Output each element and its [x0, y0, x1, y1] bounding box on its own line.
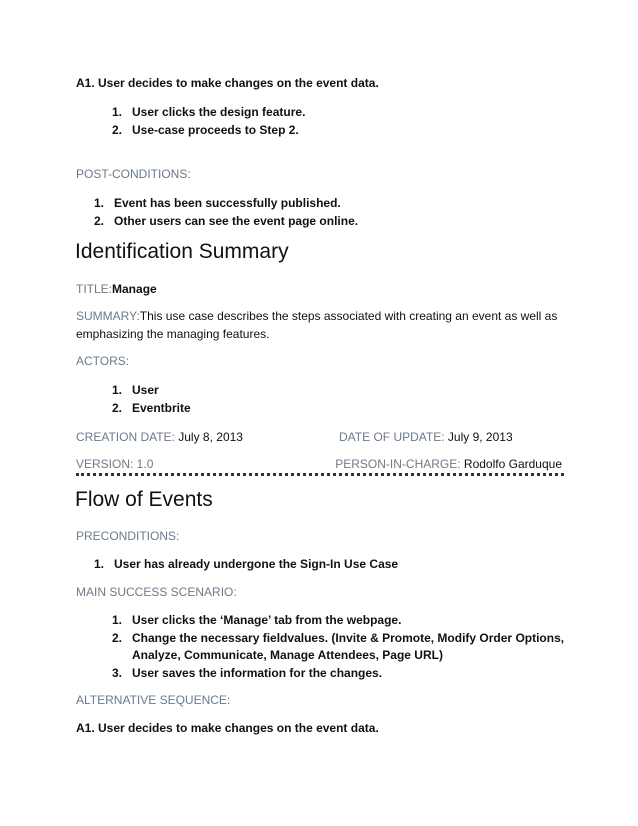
summary-line-1 [76, 309, 557, 323]
list-text: Eventbrite [132, 401, 191, 415]
list-item [112, 401, 191, 415]
list-number: 2. [94, 214, 105, 228]
list-text: User has already undergone the Sign-In Use Case [114, 557, 399, 571]
list-item-continuation: Analyze, Communicate, Manage Attendees, Page URL) [132, 648, 443, 662]
list-number: 1. [94, 557, 105, 571]
title-label: TITLE: [76, 282, 113, 296]
update-date-label: DATE OF UPDATE: [339, 430, 445, 444]
preconditions-label: PRECONDITIONS: [76, 529, 180, 543]
list-number: 1. [112, 613, 123, 627]
alt-sequence-label: ALTERNATIVE SEQUENCE: [76, 693, 231, 707]
summary-line-2: emphasizing the managing features. [76, 327, 270, 341]
version-label: VERSION: 1.0 [76, 457, 154, 471]
update-date-value: July 9, 2013 [447, 430, 513, 444]
list-text: User clicks the design feature. [132, 105, 306, 119]
list-number: 1. [94, 196, 105, 210]
identification-heading: Identification Summary [75, 240, 289, 263]
alt-heading-bottom: A1. User decides to make changes on the event data. [76, 721, 379, 735]
list-item [112, 123, 299, 137]
list-number: 2. [112, 123, 123, 137]
person-in-charge-label: PERSON-IN-CHARGE: [335, 457, 461, 471]
list-text: User saves the information for the changes. [132, 666, 383, 680]
alt-heading-top: A1. User decides to make changes on the event data. [76, 76, 379, 90]
list-number: 2. [112, 401, 123, 415]
list-text: Event has been successfully published. [114, 196, 341, 210]
list-item [112, 631, 564, 645]
summary-text: This use case describes the steps associated with creating an event as well as [139, 309, 558, 323]
post-conditions-label: POST-CONDITIONS: [76, 167, 191, 181]
list-item [94, 214, 358, 228]
list-item [94, 196, 341, 210]
creation-date [76, 430, 243, 444]
person-in-charge-value: Rodolfo Garduque [463, 457, 562, 471]
list-item [112, 666, 382, 680]
list-item [112, 105, 305, 119]
list-number: 1. [112, 383, 123, 397]
actors-label: ACTORS: [76, 354, 130, 368]
list-text: Other users can see the event page online. [114, 214, 359, 228]
list-text: User clicks the ‘Manage’ tab from the webpage. [132, 613, 402, 627]
title-line [76, 282, 157, 296]
list-text: User [132, 383, 159, 397]
summary-label: SUMMARY: [76, 309, 140, 323]
list-text: Use-case proceeds to Step 2. [132, 123, 299, 137]
list-item [112, 613, 401, 627]
list-number: 1. [112, 105, 123, 119]
mss-label: MAIN SUCCESS SCENARIO: [76, 585, 237, 599]
list-text: Change the necessary fieldvalues. (Invite & Promote, Modify Order Options, [132, 631, 565, 645]
list-item [94, 557, 398, 571]
creation-date-label: CREATION DATE: [76, 430, 175, 444]
title-value: Manage [112, 282, 157, 296]
dotted-divider [76, 473, 564, 476]
list-number: 2. [112, 631, 123, 645]
list-item [112, 383, 159, 397]
person-in-charge [335, 457, 562, 471]
creation-date-value: July 8, 2013 [178, 430, 243, 444]
update-date [339, 430, 513, 444]
list-number: 3. [112, 666, 123, 680]
flow-heading: Flow of Events [75, 488, 213, 511]
